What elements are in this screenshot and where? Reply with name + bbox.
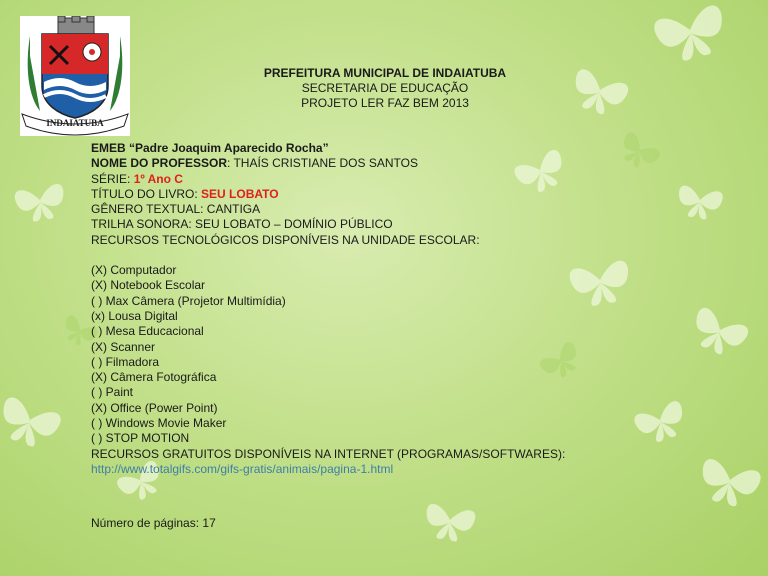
list-item: ( ) STOP MOTION — [91, 431, 190, 446]
internet-link[interactable]: http://www.totalgifs.com/gifs-gratis/animais/pagina-1.html — [91, 461, 394, 476]
resources-heading: RECURSOS TECNOLÓGICOS DISPONÍVEIS NA UNIDADE ESCOLAR: — [91, 232, 480, 247]
soundtrack-line: TRILHA SONORA: SEU LOBATO – DOMÍNIO PÚBLICO — [91, 217, 393, 232]
resources-list — [91, 263, 731, 447]
list-item: (X) Câmera Fotográfica — [91, 370, 217, 385]
header — [190, 66, 580, 111]
book-title-label: TÍTULO DO LIVRO: — [91, 186, 202, 201]
document-body — [91, 141, 731, 477]
list-item: (X) Scanner — [91, 339, 156, 354]
teacher-value: : THAÍS CRISTIANE DOS SANTOS — [227, 156, 418, 171]
grade-value: 1º Ano C — [133, 171, 183, 186]
internet-heading: RECURSOS GRATUITOS DISPONÍVEIS NA INTERNET (PROGRAMAS/SOFTWARES): — [91, 446, 566, 461]
page-count: Número de páginas: 17 — [91, 516, 216, 530]
list-item: (X) Computador — [91, 263, 177, 278]
list-item: (x) Lousa Digital — [91, 308, 178, 323]
book-title-line — [91, 187, 731, 202]
grade-line — [91, 172, 731, 187]
city-crest-logo — [20, 16, 130, 136]
list-item: (X) Office (Power Point) — [91, 400, 218, 415]
book-title-value: SEU LOBATO — [201, 186, 279, 201]
list-item: ( ) Paint — [91, 385, 134, 400]
list-item: ( ) Max Câmera (Projetor Multimídia) — [91, 293, 286, 308]
secretariat-title: SECRETARIA DE EDUCAÇÃO — [301, 81, 469, 95]
grade-label: SÉRIE: — [91, 171, 134, 186]
list-item: ( ) Filmadora — [91, 354, 160, 369]
list-item: ( ) Mesa Educacional — [91, 324, 204, 339]
teacher-line — [91, 156, 731, 171]
project-title: PROJETO LER FAZ BEM 2013 — [301, 96, 469, 110]
list-item: (X) Notebook Escolar — [91, 278, 206, 293]
genre-line: GÊNERO TEXTUAL: CANTIGA — [91, 202, 261, 217]
school-name: EMEB “Padre Joaquim Aparecido Rocha” — [91, 141, 329, 155]
list-item: ( ) Windows Movie Maker — [91, 416, 227, 431]
svg-text:INDAIATUBA: INDAIATUBA — [46, 118, 104, 128]
municipality-title: PREFEITURA MUNICIPAL DE INDAIATUBA — [263, 66, 507, 80]
teacher-label: NOME DO PROFESSOR — [91, 156, 228, 171]
